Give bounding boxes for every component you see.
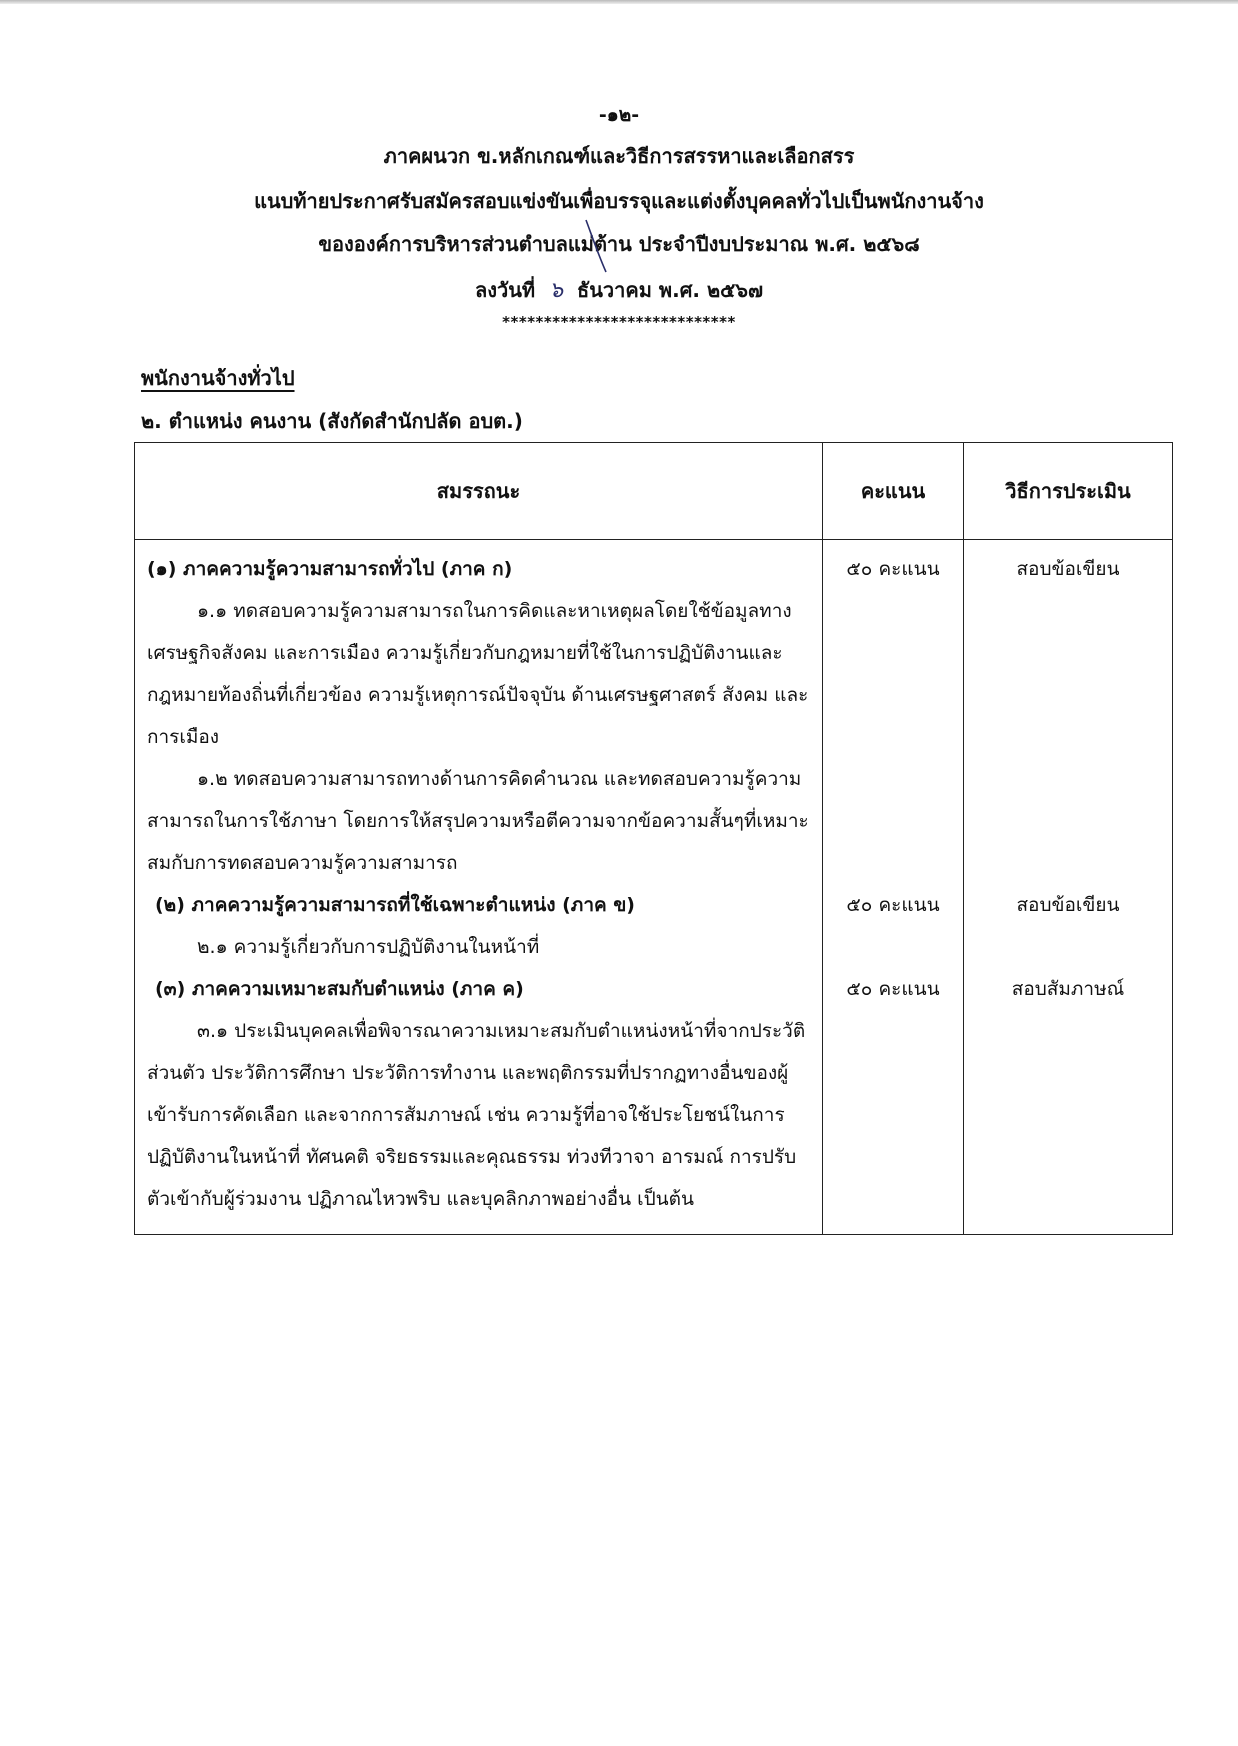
header-score: คะแนน — [823, 443, 964, 540]
part-3-item-1: ๓.๑ ประเมินบุคคลเพื่อพิจารณาความเหมาะสมกับตำแหน่งหน้าที่จากประวัติส่วนตัว ประวัติการศึกษา ประวัติการทำงาน และพฤติกรรมที่ปรากฏทางอื่นของผู้เข้ารับการคัดเลือก และจากการสัมภาษณ์ เช่น ความรู้ที่อาจใช้ประโยชน์ในการปฏิบัติงานในหน้าที่ ทัศนคติ จริยธรรมและคุณธรรม ท่วงทีวาจา อารมณ์ การปรับตัวเข้ากับผู้ร่วมงาน ปฏิภาณไหวพริบ และบุคลิกภาพอย่างอื่น เป็นต้น — [147, 1020, 806, 1210]
separator-asterisks: **************************** — [502, 313, 736, 331]
date-line — [0, 272, 1238, 307]
header-competency: สมรรถนะ — [135, 443, 823, 540]
part-1-title: (๑) ภาคความรู้ความสามารถทั่วไป (ภาค ก) — [147, 558, 513, 580]
pen-stroke-icon — [584, 218, 610, 276]
part-2-score: ๕๐ คะแนน — [846, 894, 940, 916]
table-row — [135, 540, 1173, 1235]
organization-title: ขององค์การบริหารส่วนตำบลแม่ต้าน ประจำปีงบประมาณ พ.ศ. ๒๕๖๘ — [318, 232, 920, 256]
part-3-method: สอบสัมภาษณ์ — [1011, 978, 1125, 1000]
position-title: ๒. ตำแหน่ง คนงาน (สังกัดสำนักปลัด อบต.) — [141, 409, 523, 433]
date-suffix: ธันวาคม พ.ศ. ๒๕๖๗ — [577, 278, 764, 302]
appendix-title: ภาคผนวก ข.หลักเกณฑ์และวิธีการสรรหาและเลือกสรร — [383, 144, 855, 168]
score-spacer-1 — [824, 590, 962, 884]
header-method: วิธีการประเมิน — [964, 443, 1173, 540]
method-cell — [964, 540, 1173, 1235]
part-1-method: สอบข้อเขียน — [1016, 558, 1120, 580]
criteria-table — [134, 442, 1173, 1235]
method-spacer-1 — [965, 590, 1171, 884]
part-1-score: ๕๐ คะแนน — [846, 558, 940, 580]
score-cell — [823, 540, 964, 1235]
date-prefix: ลงวันที่ — [474, 278, 536, 302]
part-2-item-1: ๒.๑ ความรู้เกี่ยวกับการปฏิบัติงานในหน้าที่ — [197, 936, 540, 958]
page-number: -๑๒- — [598, 104, 640, 126]
part-2-method: สอบข้อเขียน — [1016, 894, 1120, 916]
score-spacer-2 — [824, 926, 962, 968]
part-2-title: (๒) ภาคความรู้ความสามารถที่ใช้เฉพาะตำแหน่ง (ภาค ข) — [155, 894, 635, 916]
part-1-item-1: ๑.๑ ทดสอบความรู้ความสามารถในการคิดและหาเหตุผลโดยใช้ข้อมูลทางเศรษฐกิจสังคม และการเมือง ความรู้เกี่ยวกับกฎหมายที่ใช้ในการปฏิบัติงานและกฎหมายท้องถิ่นที่เกี่ยวข้อง ความรู้เหตุการณ์ปัจจุบัน ด้านเศรษฐศาสตร์ สังคม และการเมือง — [147, 600, 809, 748]
method-spacer-2 — [965, 926, 1171, 968]
announcement-title: แนบท้ายประกาศรับสมัครสอบแข่งขันเพื่อบรรจุและแต่งตั้งบุคคลทั่วไปเป็นพนักงานจ้าง — [254, 189, 984, 213]
part-1-item-2: ๑.๒ ทดสอบความสามารถทางด้านการคิดคำนวณ และทดสอบความรู้ความสามารถในการใช้ภาษา โดยการให้สรุปความหรือตีความจากข้อความสั้นๆที่เหมาะสมกับการทดสอบความรู้ความสามารถ — [147, 768, 809, 874]
competency-cell — [135, 540, 823, 1235]
table-header-row — [135, 443, 1173, 540]
part-3-score: ๕๐ คะแนน — [846, 978, 940, 1000]
section-title: พนักงานจ้างทั่วไป — [141, 366, 295, 390]
scan-top-edge — [0, 0, 1238, 4]
part-3-title: (๓) ภาคความเหมาะสมกับตำแหน่ง (ภาค ค) — [155, 978, 524, 1000]
handwritten-date-day: ๖ — [549, 278, 564, 303]
